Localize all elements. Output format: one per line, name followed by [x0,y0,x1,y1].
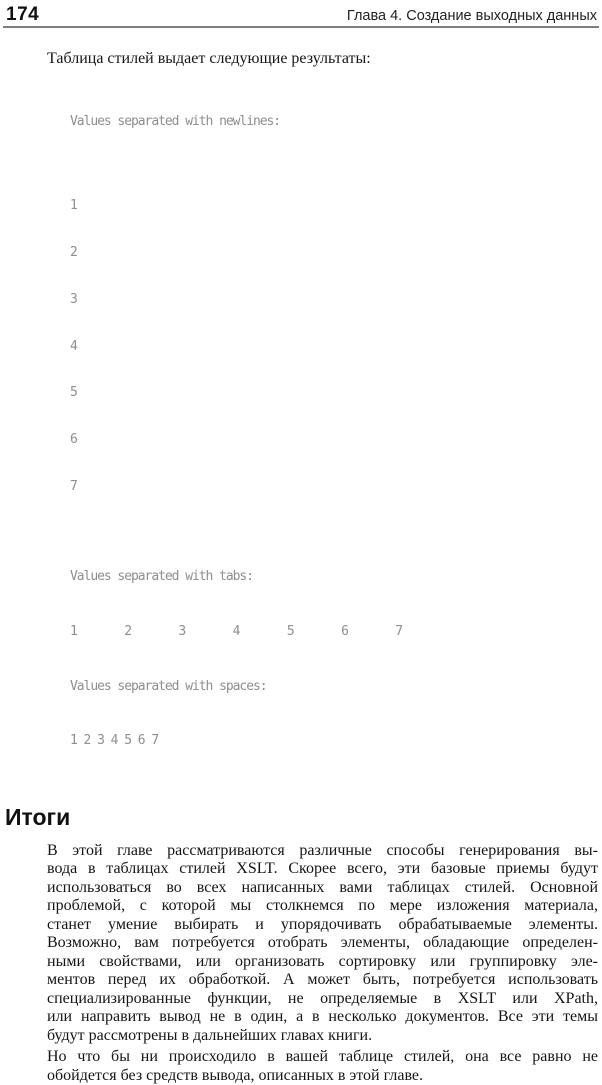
chapter-header: Глава 4. Создание выходных данных [346,8,597,24]
code-spaces-row: 1 2 3 4 5 6 7 [70,733,159,749]
code-value-line: 6 [70,432,77,448]
intro-text: Таблица стилей выдает следующие результаты: [47,50,371,67]
code-value-line: 3 [70,291,77,307]
summary-paragraph-1 [47,842,598,1046]
paragraph-line: использоваться во всех написанных вами таблицах стилей. Основной [47,878,598,896]
code-newline-values [70,167,602,526]
page-number: 174 [6,4,40,25]
code-label-spaces: Values separated with spaces: [70,679,267,695]
code-value-line: 4 [70,338,77,354]
paragraph-line: В этой главе рассматриваются различные способы генерирования вы- [47,841,598,859]
code-label-tabs: Values separated with tabs: [70,568,253,584]
paragraph-line: будут рассмотрены в дальнейших главах книги. [47,1026,373,1044]
paragraph-line: обойдется без средств вывода, описанных в этой главе. [47,1066,424,1084]
paragraph-line: проблемой, с которой мы столкнемся по мере изложения материала, [47,897,598,915]
paragraph-line: Возможно, вам потребуется отобрать элементы, обладающие определен- [47,934,598,952]
code-value-line: 5 [70,385,77,401]
header-rule [3,26,599,28]
code-label-newlines: Values separated with newlines: [70,114,281,130]
paragraph-line: специализированные функции, не определяемые в XSLT или XPath, [47,989,598,1007]
paragraph-line: станет умение выбирать и упорядочивать обрабатываемые элементы. [47,915,598,933]
code-output-block [70,69,602,780]
paragraph-line: вода в таблицах стилей XSLT. Скорее всего, эти базовые приемы будут [47,860,598,878]
code-value-line: 7 [70,478,77,494]
code-value-line: 2 [70,244,77,260]
paragraph-line: Но что бы ни происходило в вашей таблице стилей, она все равно не [47,1048,598,1066]
running-head [6,4,597,23]
paragraph-line: ментов перед их обработкой. А может быть, потребуется использовать [47,971,598,989]
code-tabs-row: 1 2 3 4 5 6 7 [70,623,403,639]
summary-heading: Итоги [5,803,71,830]
paragraph-line: ными свойствами, или организовать сортировку или группировку эле- [47,952,598,970]
paragraph-line: или направить вывод не в один, а в несколько документов. Все эти темы [47,1008,598,1026]
code-value-line: 1 [70,198,77,214]
summary-paragraph-2 [47,1048,598,1085]
book-page [0,4,602,1084]
